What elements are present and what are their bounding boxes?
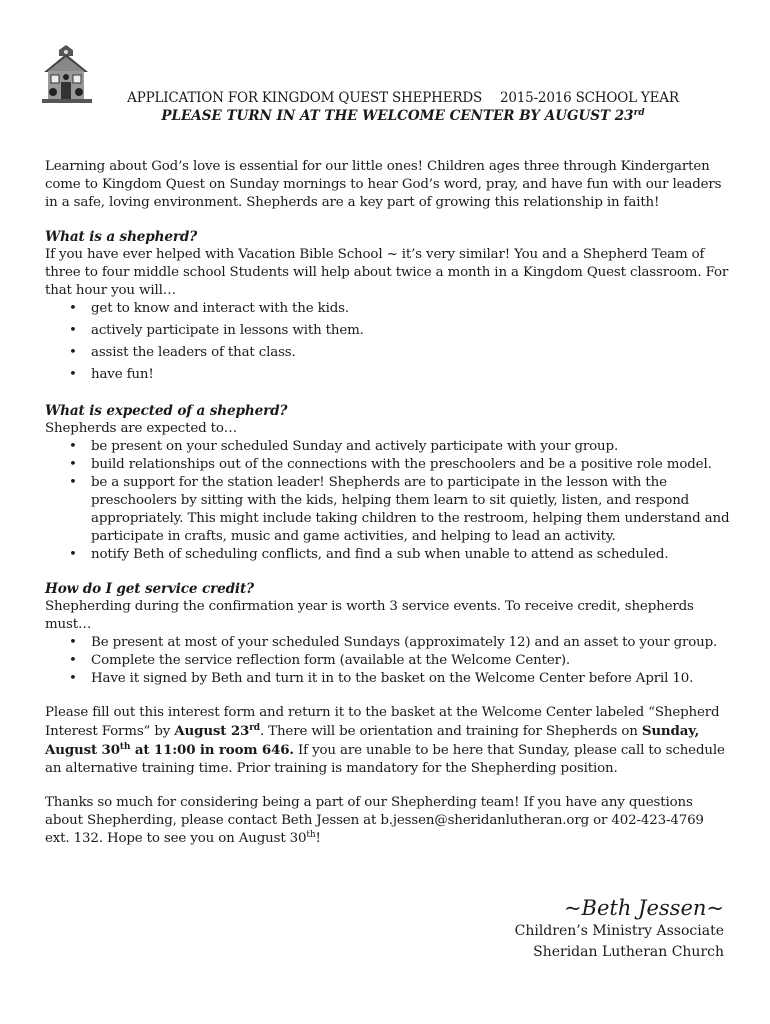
document-body xyxy=(45,158,730,848)
list-item: • get to know and interact with the kids. xyxy=(91,300,730,318)
intro-paragraph: Learning about God’s love is essential for our little ones! Children ages three through Kindergarten come to Kingdom Quest on Sunday mornings to hear God’s word, pray, and have fun with our leaders in a safe, loving environment. Shepherds are a key part of growing this relationship in faith! xyxy=(45,159,722,210)
bullet-list xyxy=(45,300,730,384)
header-title-line xyxy=(18,89,770,107)
list-item: • be a support for the station leader! Shepherds are to participate in the lesson with the preschoolers by sitting with the kids, helping them learn to sit quietly, listen, and respond appropriately. This might include taking children to the restroom, helping them understand and participate in crafts, music and game activities, and helping to lead an activity. xyxy=(91,474,730,546)
list-item: • actively participate in lessons with them. xyxy=(91,322,730,340)
interest-form-paragraph: Please fill out this interest form and return it to the basket at the Welcome Center labeled “Shepherd Interest Forms” by August 23rd. There will be orientation and training for Shepherds on Sunday, August 30th at 11:00 in room 646. If you are unable to be here that Sunday, please call to schedule an alternative training time. Prior training is mandatory for the Shepherding position. xyxy=(45,705,725,776)
signature-name: ~Beth Jessen~ xyxy=(563,896,724,920)
document-header xyxy=(0,89,770,125)
section-service-credit xyxy=(45,580,730,688)
list-item: • Complete the service reflection form (available at the Welcome Center). xyxy=(91,652,730,670)
signature-role: Children’s Ministry Associate xyxy=(514,923,724,939)
section-text: Shepherds are expected to… xyxy=(45,421,238,436)
list-item: • Have it signed by Beth and turn it in to the basket on the Welcome Center before April 10. xyxy=(91,670,730,688)
section-heading: How do I get service credit? xyxy=(45,581,254,597)
list-item: • assist the leaders of that class. xyxy=(91,344,730,362)
section-expectations xyxy=(45,402,730,564)
header-title: APPLICATION FOR KINGDOM QUEST SHEPHERDS xyxy=(127,90,483,106)
section-heading: What is a shepherd? xyxy=(45,229,198,245)
header-instruction: PLEASE TURN IN AT THE WELCOME CENTER BY AUGUST 23rd xyxy=(161,108,645,124)
list-item: • Be present at most of your scheduled Sundays (approximately 12) and an asset to your group. xyxy=(91,634,730,652)
list-item: • be present on your scheduled Sunday and actively participate with your group. xyxy=(91,438,730,456)
thanks-paragraph: Thanks so much for considering being a part of our Shepherding team! If you have any questions about Shepherding, please contact Beth Jessen at b.jessen@sheridanlutheran.org or 402-423-4769 ext. 132. Hope to see you on August 30th! xyxy=(45,795,704,846)
signature-church: Sheridan Lutheran Church xyxy=(533,944,724,960)
header-year: 2015-2016 SCHOOL YEAR xyxy=(500,90,679,106)
list-item: • build relationships out of the connections with the preschoolers and be a positive role model. xyxy=(91,456,730,474)
list-item: • notify Beth of scheduling conflicts, and find a sub when unable to attend as scheduled. xyxy=(91,546,730,564)
section-text: Shepherding during the confirmation year is worth 3 service events. To receive credit, shepherds must… xyxy=(45,599,694,632)
bullet-list xyxy=(45,438,730,564)
section-what-is-shepherd xyxy=(45,228,730,384)
list-item: • have fun! xyxy=(91,366,730,384)
bullet-list xyxy=(45,634,730,688)
signature-block xyxy=(515,895,724,963)
section-text: If you have ever helped with Vacation Bible School ~ it’s very similar! You and a Shepherd Team of three to four middle school Students will help about twice a month in a Kingdom Quest classroom. For that hour you will… xyxy=(45,247,729,298)
section-heading: What is expected of a shepherd? xyxy=(45,403,288,419)
